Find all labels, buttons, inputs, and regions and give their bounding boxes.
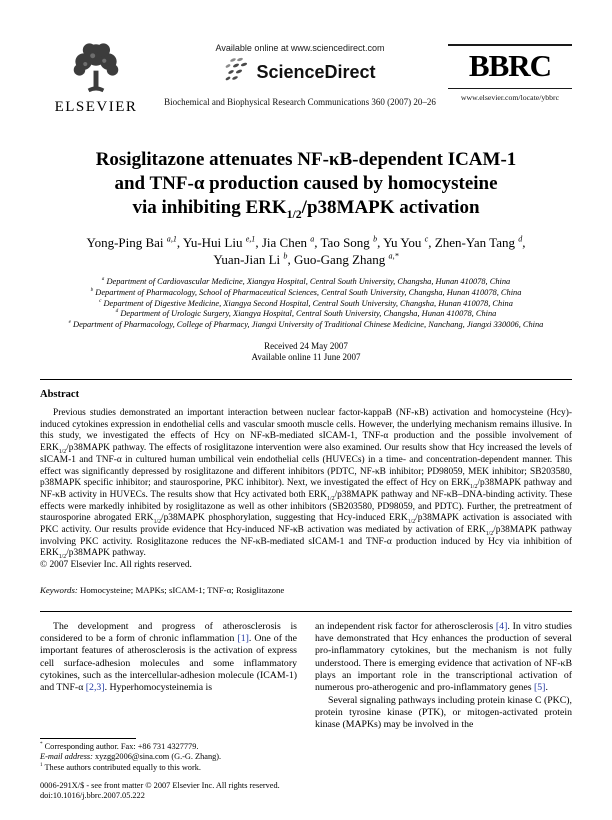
body-paragraph-left: The development and progress of atherosclerosis is considered to be a form of chronic inflammation [1]. One of the important features of atherosclerosis is the activation of express cell surface-adhesion molecules and some inflammatory cytokines, such as the intercellular-adhesion molecule (ICAM-1) and TNF-α [2,3]. Hyperhomocysteinemia is [40, 620, 297, 694]
bbrc-logo-block [448, 40, 572, 102]
keywords-bottom-rule [40, 611, 572, 612]
body-paragraph-right-1: an independent risk factor for atherosclerosis [4]. In vitro studies have demonstrated that Hcy enhances the production of several pro-inflammatory cytokines, but the mechanism is not fully understood. There is emerging evidence that activation of NF-κB plays an important role in the transcriptional activation of numerous pro-atherogenic and pro-inflammatory genes [5]. [315, 620, 572, 694]
abstract-copyright: © 2007 Elsevier Inc. All rights reserved. [40, 560, 192, 571]
body-columns [40, 621, 572, 773]
footnotes [40, 738, 297, 773]
affiliation-a: $^a$ Department of Cardiovascular Medicine, Xiangya Hospital, Central South University, Changsha, Hunan 410078, China [101, 276, 511, 286]
masthead-center [152, 40, 448, 107]
right-column [315, 621, 572, 773]
elsevier-wordmark: ELSEVIER [54, 99, 138, 115]
footnote-corresponding-author: * Corresponding author. Fax: +86 731 4327779. [40, 741, 199, 751]
author-line-1: Yong-Ping Bai $^{a,1}$, Yu-Hui Liu $^{e,1}$, Jia Chen $^a$, Tao Song $^b$, Yu You $^c$, Zhen-Yan Tang $^d$, [86, 234, 526, 250]
masthead [40, 40, 572, 120]
body-paragraph-right-2: Several signaling pathways including protein kinase C (PKC), protein tyrosine kinase (PTK), or mitogen-activated protein kinase (MAPKs) may be involved in the [315, 694, 572, 731]
sciencedirect-wordmark: ScienceDirect [256, 62, 376, 82]
author-list [40, 234, 572, 268]
title-line-3: via inhibiting $ERK_{1/2}/p38MAPK$ activation [132, 197, 480, 221]
affiliation-e: $^e$ Department of Pharmacology, College of Pharmacy, Jiangxi University of Traditional Chinese Medicine, Nanchang, Jiangxi 330006, China [68, 319, 544, 330]
received-date: Received 24 May 2007 [264, 340, 348, 351]
journal-citation-line: Biochemical and Biophysical Research Communications 360 (2007) 20–26 [164, 97, 436, 107]
article-title [40, 148, 572, 220]
page-footer [40, 781, 572, 802]
available-online-date: Available online 11 June 2007 [251, 352, 361, 363]
article-dates [40, 341, 572, 364]
abstract-heading: Abstract [40, 388, 80, 400]
bbrc-bottom-rule [448, 88, 572, 89]
footnote-equal-contribution: $^1$ These authors contributed equally to this work. [40, 761, 201, 772]
footnote-email[interactable]: E-mail address: xyzgg2006@sina.com (G.-G. Zhang). [40, 752, 222, 762]
abstract-text: Previous studies demonstrated an important interaction between nuclear factor-kappaB (NF-κB) activation and homocysteine (Hcy)-induced cytokines expression in endothelial cells and vascular smooth muscle cells. However, the underlying mechanism remains illusive. In this study, we investigated the effects of Hcy on NF-κB-mediated sICAM-1, TNF-α production and the possible involvement of $ERK_{1/2}/p38MAPK$ pathway. The effects of rosiglitazone intervention were also examined. Our results show that Hcy increased the levels of sICAM-1 and TNF-α in cultured human umbilical vein endothelial cells (HUVECs) in a time- and concentration-dependent manner. This effect was significantly depressed by rosiglitazone and different inhibitors (PDTC, NF-κB inhibitor; PD98059, MEK inhibitor; SB203580, p38MAPK specific inhibitor; and staurosporine, PKC inhibitor). Next, we investigated the effect of Hcy on $ERK_{1/2}/p38MAPK$ pathway and NF-κB activity in HUVECs. The results show that Hcy activated both $ERK_{1/2}/p38MAPK$ pathway and NF-κB–DNA-binding activity. These effects were markedly inhibited by rosiglitazone as well as other inhibitors (SB203580, PD98059, and PDTC). Further, the pretreatment of staurosporine abrogated $ERK_{1/2}/p38MAPK$ phosphorylation, suggesting that Hcy-induced $ERK_{1/2}/p38MAPK$ activation is associated with PKC activity. Our results provide evidence that Hcy-induced NF-κB activation was mediated by activation of $ERK_{1/2}/p38MAPK$ pathway involving PKC activity. Rosiglitazone reduces the NF-κB-mediated sICAM-1 and TNF-α production induced by Hcy via inhibition of $ERK_{1/2}/p38MAPK$ pathway. [40, 407, 572, 561]
elsevier-logo-block [40, 40, 152, 116]
doi-line: doi:10.1016/j.bbrc.2007.05.222 [40, 791, 145, 801]
left-column [40, 621, 297, 773]
author-line-2: Yuan-Jian Li $^b$, Guo-Gang Zhang $^{a,*}$ [213, 251, 399, 267]
sciencedirect-dots-icon [224, 57, 252, 88]
affiliation-d: $^d$ Department of Urologic Surgery, Xiangya Hospital, Central South University, Changsha, Hunan 410078, China [115, 308, 497, 319]
affiliations [40, 277, 572, 331]
title-line-1: Rosiglitazone attenuates NF-κB-dependent ICAM-1 [95, 149, 517, 170]
affiliation-b: $^b$ Department of Pharmacology, School of Pharmaceutical Sciences, Central South University, Changsha, Hunan 410078, China [90, 287, 522, 297]
abstract-top-rule [40, 379, 572, 380]
sciencedirect-logo [224, 57, 375, 88]
journal-homepage-link[interactable]: www.elsevier.com/locate/ybbrc [460, 93, 560, 103]
elsevier-tree-icon [40, 40, 152, 98]
bbrc-wordmark: BBRC [468, 48, 552, 83]
title-line-2: and TNF-α production caused by homocysteine [114, 173, 498, 194]
footnote-separator [40, 738, 136, 739]
keywords-line: Keywords: Homocysteine; MAPKs; sICAM-1; TNF-α; Rosiglitazone [40, 584, 285, 595]
affiliation-c: $^c$ Department of Digestive Medicine, Xiangya Second Hospital, Central South University, Changsha, Hunan 410078, China [99, 297, 513, 308]
available-online-text: Available online at www.sciencedirect.com [215, 43, 385, 53]
issn-copyright-line: 0006-291X/$ - see front matter © 2007 Elsevier Inc. All rights reserved. [40, 780, 280, 790]
